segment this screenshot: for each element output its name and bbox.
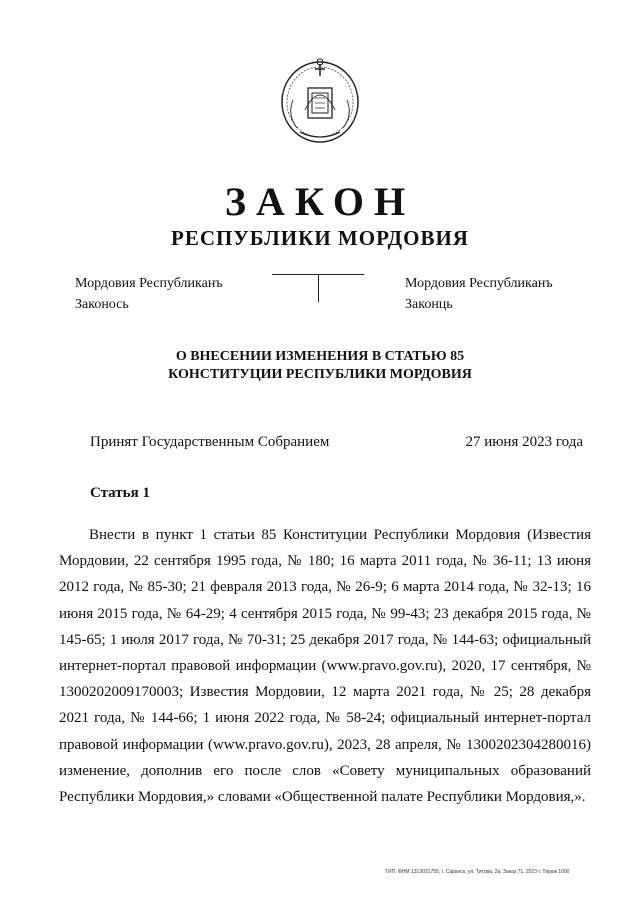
law-title-line2: КОНСТИТУЦИИ РЕСПУБЛИКИ МОРДОВИЯ bbox=[168, 367, 472, 382]
erzya-title-line1: Мордовия Республиканъ bbox=[405, 276, 553, 291]
article-body: Внести в пункт 1 статьи 85 Конституции Республики Мордовия (Известия Мордовии, 22 сентября 1995 года, № 180; 16 марта 2011 года, № 36-11; 13 июня 2012 года, № 85-30; 21 февраля 2013 года, № 26-9; 6 марта 2014 года, № 32-13; 16 июня 2015 года, № 64-29; 4 сентября 2015 года, № 99-43; 23 декабря 2015 года, № 145-65; 1 июля 2017 года, № 70-31; 25 декабря 2017 года, № 144-63; официальный интернет-портал правовой информации (www.pravo.gov.ru), 2020, 17 сентября, № 1300202009170003; Известия Мордовии, 12 марта 2021 года, № 25; 28 декабря 2021 года, № 144-66; 1 июня 2022 года, № 58-24; официальный интернет-портал правовой информации (www.pravo.gov.ru), 2023, 28 апреля, № 1300202304280016) изменение, дополнив его после слов «Совету муниципальных образований Республики Мордовия,» словами «Общественной палате Республики Мордовия,». bbox=[59, 527, 591, 806]
erzya-title-block bbox=[405, 273, 553, 315]
erzya-title-line2: Законць bbox=[405, 297, 453, 312]
article-heading: Статья 1 bbox=[90, 485, 150, 501]
adoption-date: 27 июня 2023 года bbox=[465, 434, 583, 450]
header-divider-vertical bbox=[318, 274, 319, 302]
republic-subtitle: РЕСПУБЛИКИ МОРДОВИЯ bbox=[171, 226, 469, 250]
print-code: ТИП. ФНМ 1313031755, г. Саранск, ул. Титова, 2а. Заказ 71. 2023 г. Тираж 1000 bbox=[385, 869, 570, 875]
coat-of-arms-emblem-icon bbox=[275, 50, 365, 150]
moksha-title-line2: Законось bbox=[75, 297, 129, 312]
moksha-title-block bbox=[75, 273, 223, 315]
moksha-title-line1: Мордовия Республиканъ bbox=[75, 276, 223, 291]
adoption-statement: Принят Государственным Собранием bbox=[90, 434, 330, 450]
law-heading: ЗАКОН bbox=[224, 179, 416, 224]
law-title-line1: О ВНЕСЕНИИ ИЗМЕНЕНИЯ В СТАТЬЮ 85 bbox=[175, 349, 465, 364]
law-title bbox=[0, 348, 640, 384]
